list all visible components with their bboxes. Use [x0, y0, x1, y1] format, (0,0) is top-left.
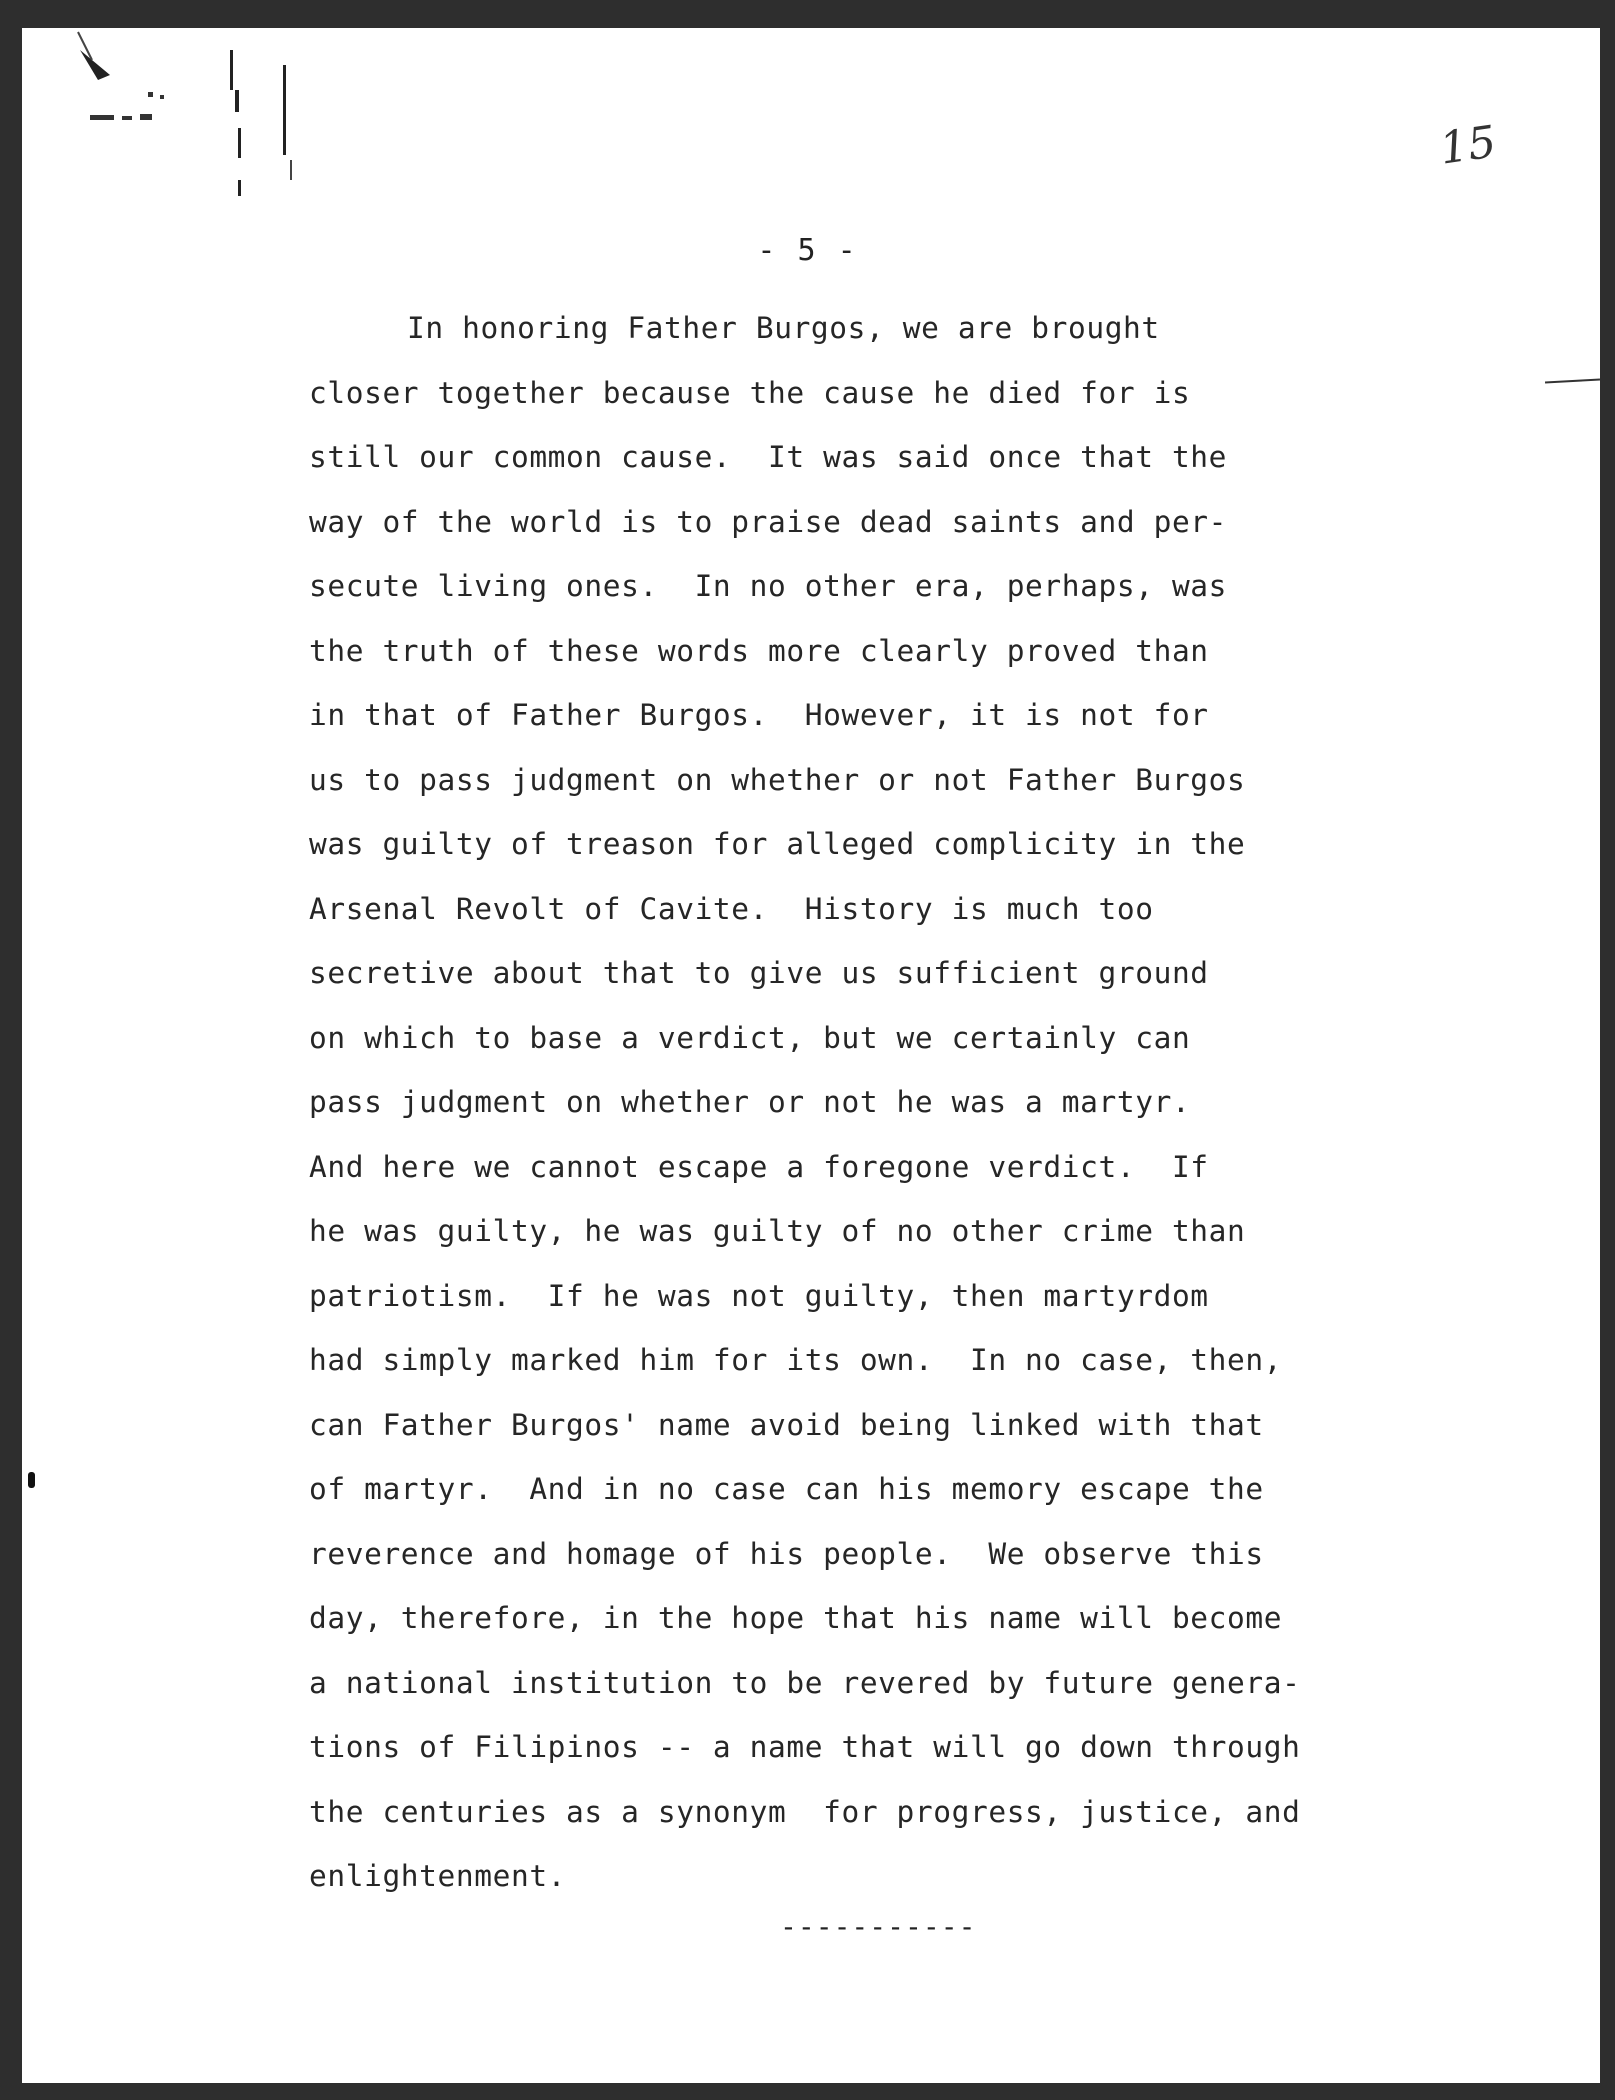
text-line: still our common cause. It was said once that the [309, 440, 1228, 474]
text-line: had simply marked him for its own. In no case, then, [309, 1343, 1283, 1377]
text-line: can Father Burgos' name avoid being linked with that [309, 1407, 1264, 1442]
text-line: enlightenment. [309, 1859, 567, 1893]
text-line: tions of Filipinos -- a name that will go down through [309, 1730, 1301, 1764]
text-line: a national institution to be revered by future genera- [309, 1665, 1301, 1700]
text-line: in that of Father Burgos. However, it is not for [309, 698, 1209, 732]
text-line: us to pass judgment on whether or not Father Burgos [309, 762, 1246, 797]
text-line: the centuries as a synonym for progress, justice, and [309, 1794, 1301, 1829]
text-line: In honoring Father Burgos, we are brought [407, 311, 1160, 345]
text-line: closer together because the cause he died for is [309, 375, 1191, 410]
text-line: of martyr. And in no case can his memory escape the [309, 1472, 1264, 1506]
text-line: reverence and homage of his people. We observe this [309, 1536, 1264, 1571]
staple-marks-icon [70, 20, 330, 220]
text-line: Arsenal Revolt of Cavite. History is much too [309, 891, 1154, 926]
text-line: And here we cannot escape a foregone verdict. If [309, 1149, 1209, 1184]
text-line: on which to base a verdict, but we certainly can [309, 1020, 1191, 1055]
page-number: - 5 - [757, 233, 858, 268]
text-line: patriotism. If he was not guilty, then martyrdom [309, 1278, 1209, 1313]
text-line: pass judgment on whether or not he was a martyr. [309, 1085, 1191, 1119]
text-line: day, therefore, in the hope that his name will become [309, 1601, 1283, 1635]
handwritten-page-note: 15 [1436, 116, 1500, 175]
body-paragraph [309, 296, 1389, 1909]
text-line: was guilty of treason for alleged complicity in the [309, 827, 1246, 861]
text-line: secretive about that to give us sufficient ground [309, 956, 1209, 990]
punch-mark [28, 1472, 35, 1488]
text-line: secute living ones. In no other era, perhaps, was [309, 569, 1228, 603]
text-line: the truth of these words more clearly proved than [309, 633, 1209, 668]
text-line: he was guilty, he was guilty of no other crime than [309, 1214, 1246, 1248]
end-divider: ----------- [780, 1910, 977, 1943]
text-line: way of the world is to praise dead saints and per- [309, 504, 1228, 539]
